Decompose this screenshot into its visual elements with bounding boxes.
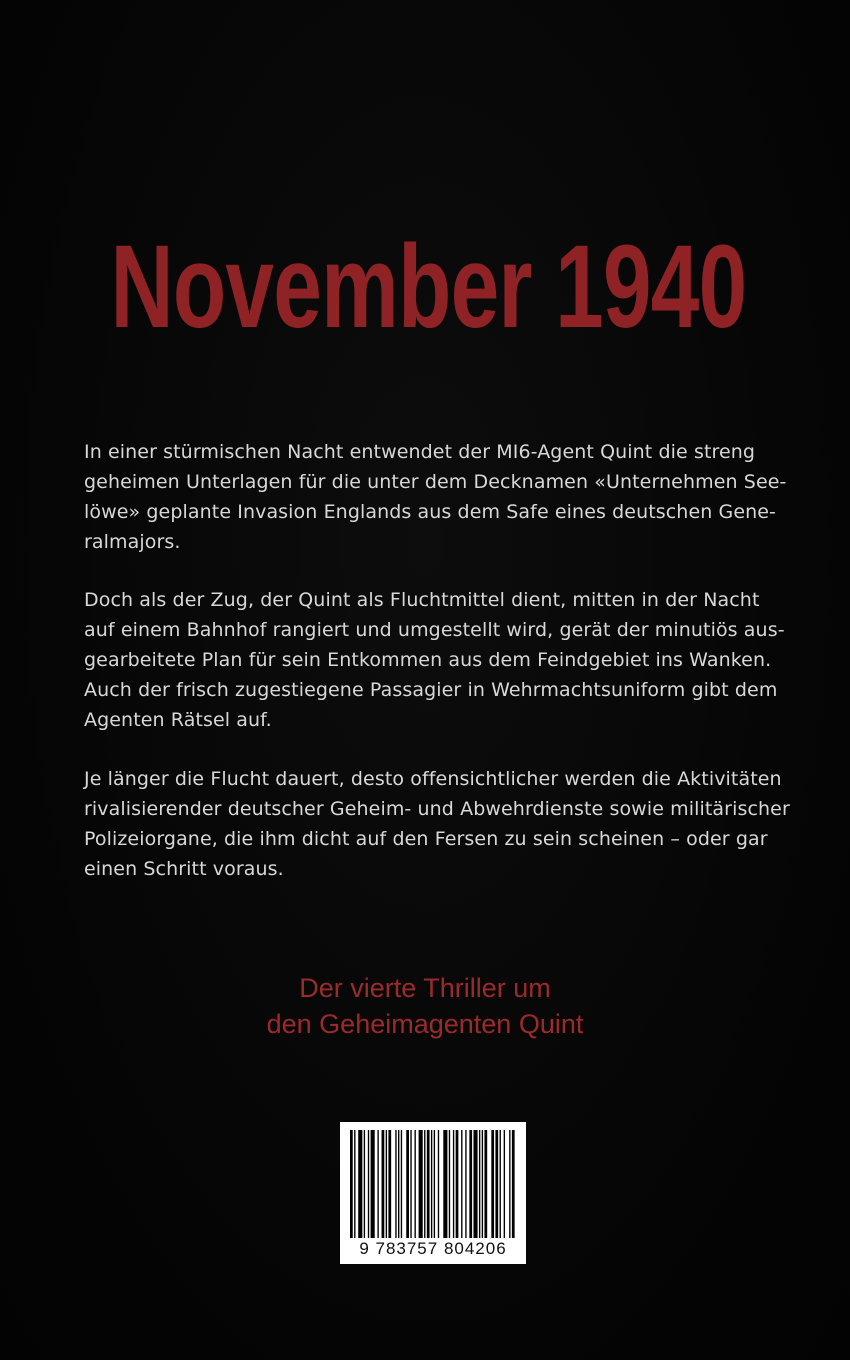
barcode-bar xyxy=(401,1130,402,1238)
barcode-bar xyxy=(491,1130,494,1238)
barcode-bar xyxy=(427,1130,430,1238)
series-tagline xyxy=(0,970,850,1042)
barcode-bar xyxy=(395,1130,396,1238)
blurb-line: Polizeiorgane, die ihm dicht auf den Fersen zu sein scheinen – oder gar xyxy=(84,828,768,850)
barcode-bar xyxy=(434,1130,435,1238)
cover-title: November 1940 xyxy=(110,221,747,353)
barcode-bar xyxy=(371,1130,375,1238)
barcode-bar xyxy=(410,1130,411,1238)
barcode-bar xyxy=(368,1130,369,1238)
blurb-line: gearbeitete Plan für sein Entkommen aus dem Feindgebiet ins Wanken. xyxy=(84,649,772,671)
isbn-barcode xyxy=(340,1122,526,1264)
barcode-bar xyxy=(350,1130,353,1238)
barcode-bar xyxy=(354,1130,355,1238)
barcode-bar xyxy=(424,1130,425,1238)
blurb-line: geheimen Unterlagen für die unter dem Decknamen «Unternehmen See- xyxy=(84,471,787,493)
barcode-bar xyxy=(398,1130,399,1238)
barcode-bar xyxy=(512,1130,515,1238)
barcode-bars xyxy=(350,1130,516,1238)
barcode-bar xyxy=(406,1130,409,1238)
barcode-bar xyxy=(438,1130,439,1238)
barcode-bar xyxy=(500,1130,501,1238)
barcode-bar xyxy=(495,1130,498,1238)
blurb-paragraph-3 xyxy=(84,764,790,884)
barcode-bar xyxy=(382,1130,385,1238)
blurb-line: rivalisierender deutscher Geheim- und Abwehrdienste sowie militärischer xyxy=(84,798,790,820)
barcode-bar xyxy=(388,1130,391,1238)
barcode-bar xyxy=(456,1130,459,1238)
barcode-bar xyxy=(465,1130,466,1238)
barcode-bar xyxy=(461,1130,462,1238)
blurb-line: einen Schritt voraus. xyxy=(84,858,284,880)
tagline-line-2: den Geheimagenten Quint xyxy=(266,1009,584,1039)
isbn-number: 9 783757 804206 xyxy=(359,1239,507,1258)
barcode-bar xyxy=(479,1130,480,1238)
tagline-line-1: Der vierte Thriller um xyxy=(299,973,551,1003)
blurb-line: ralmajors. xyxy=(84,531,181,553)
barcode-bar xyxy=(449,1130,450,1238)
barcode-bar xyxy=(377,1130,378,1238)
blurb-line: löwe» geplante Invasion Englands aus dem Safe eines deutschen Gene- xyxy=(84,501,777,523)
barcode-bar xyxy=(386,1130,387,1238)
barcode-bar xyxy=(482,1130,483,1238)
barcode-bar xyxy=(484,1130,487,1238)
blurb-line: In einer stürmischen Nacht entwendet der MI6-Agent Quint die streng xyxy=(84,441,756,463)
blurb-line: Je länger die Flucht dauert, desto offensichtlicher werden die Aktivitäten xyxy=(84,768,782,790)
barcode-bar xyxy=(453,1130,454,1238)
blurb-paragraph-1 xyxy=(84,437,787,557)
barcode-bar xyxy=(358,1130,362,1238)
barcode-bar xyxy=(509,1130,510,1238)
blurb-line: Auch der frisch zugestiegene Passagier in Wehrmachtsuniform gibt dem xyxy=(84,679,778,701)
barcode-bar xyxy=(431,1130,432,1238)
blurb-line: Doch als der Zug, der Quint als Fluchtmittel dient, mitten in der Nacht xyxy=(84,589,760,611)
blurb-line: auf einem Bahnhof rangiert und umgestellt wird, gerät der minutiös aus- xyxy=(84,619,785,641)
barcode-bar xyxy=(364,1130,365,1238)
barcode-bar xyxy=(473,1130,477,1238)
blurb-paragraph-2 xyxy=(84,585,784,735)
barcode-bar xyxy=(443,1130,447,1238)
blurb-line: Agenten Rätsel auf. xyxy=(84,709,272,731)
barcode-bar xyxy=(504,1130,505,1238)
barcode-bar xyxy=(419,1130,423,1238)
barcode-bar xyxy=(469,1130,472,1238)
barcode-bar xyxy=(414,1130,415,1238)
